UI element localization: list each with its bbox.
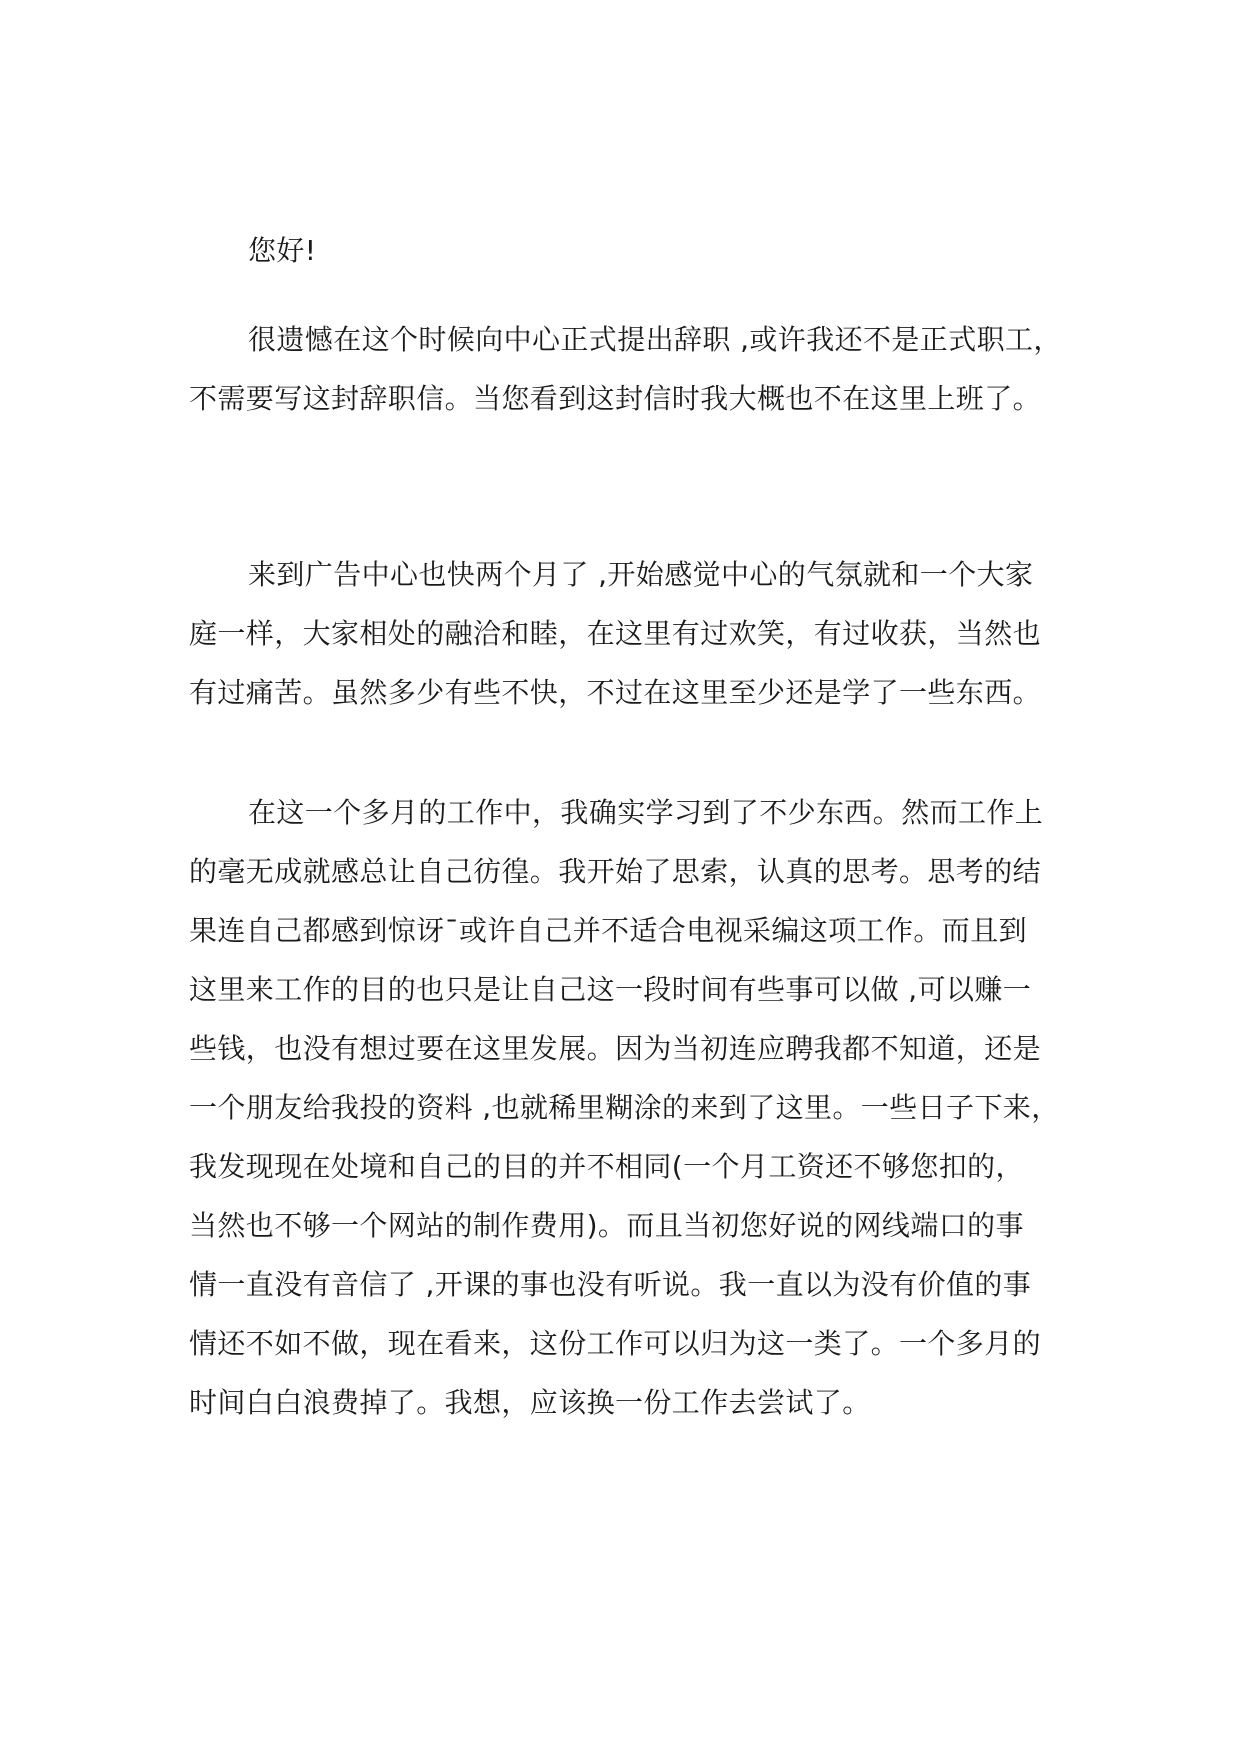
paragraph-3-line-9: 情一直没有音信了 ,开课的事也没有听说。我一直以为没有价值的事	[189, 1268, 1032, 1301]
paragraph-3-line-1: 在这一个多月的工作中，我确实学习到了不少东西。然而工作上	[248, 796, 1044, 829]
paragraph-2-line-3: 有过痛苦。虽然多少有些不快，不过在这里至少还是学了一些东西。	[189, 676, 1042, 709]
paragraph-3-line-2: 的毫无成就感总让自己彷徨。我开始了思索，认真的思考。思考的结	[189, 855, 1042, 888]
paragraph-3-line-7: 我发现现在处境和自己的目的并不相同(一个月工资还不够您扣的，	[189, 1150, 1024, 1183]
paragraph-3-line-5: 些钱，也没有想过要在这里发展。因为当初连应聘我都不知道，还是	[189, 1032, 1042, 1065]
paragraph-2-line-1: 来到广告中心也快两个月了 ,开始感觉中心的气氛就和一个大家	[248, 558, 1034, 591]
paragraph-2-line-2: 庭一样，大家相处的融洽和睦，在这里有过欢笑，有过收获，当然也	[189, 617, 1042, 650]
paragraph-1-line-1: 很遗憾在这个时候向中心正式提出辞职 ,或许我还不是正式职工，	[248, 323, 1062, 356]
paragraph-3-line-6: 一个朋友给我投的资料 ,也就稀里糊涂的来到了这里。一些日子下来，	[189, 1091, 1060, 1124]
paragraph-3-line-8: 当然也不够一个网站的制作费用)。而且当初您好说的网线端口的事	[189, 1209, 1024, 1242]
paragraph-3-line-10: 情还不如不做，现在看来，这份工作可以归为这一类了。一个多月的	[189, 1327, 1042, 1360]
paragraph-3-line-3: 果连自己都感到惊讶¯或许自己并不适合电视采编这项工作。而且到	[189, 914, 1028, 947]
greeting: 您好!	[248, 234, 317, 267]
paragraph-1-line-2: 不需要写这封辞职信。当您看到这封信时我大概也不在这里上班了。	[189, 382, 1042, 415]
paragraph-3-line-11: 时间白白浪费掉了。我想，应该换一份工作去尝试了。	[189, 1386, 871, 1419]
paragraph-3-line-4: 这里来工作的目的也只是让自己这一段时间有些事可以做 ,可以赚一	[189, 973, 1032, 1006]
